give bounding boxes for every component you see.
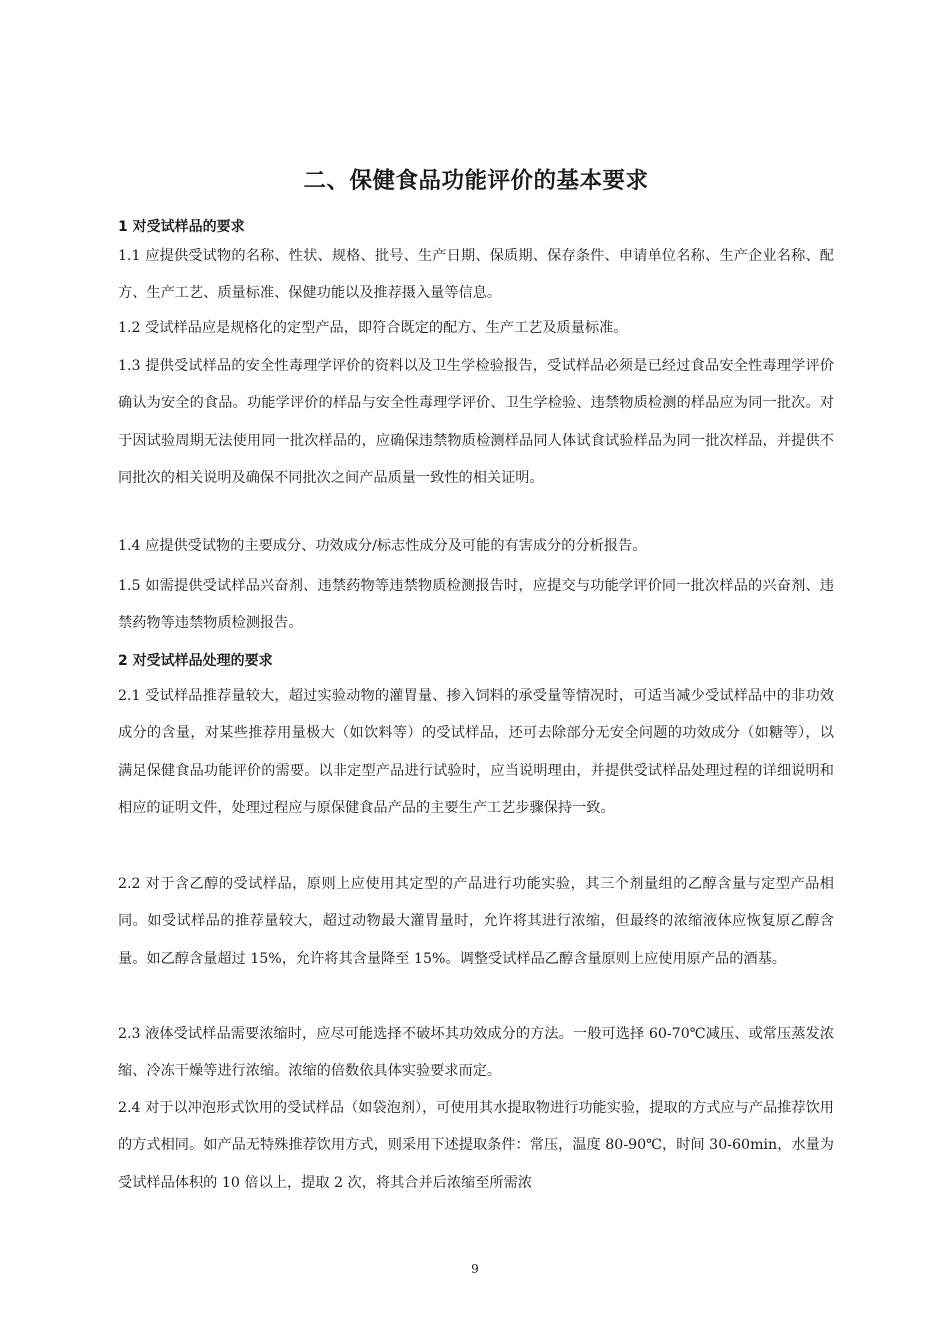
section-heading: 1 对受试样品的要求 (118, 219, 245, 235)
paragraph: 1.5 如需提供受试样品兴奋剂、违禁药物等违禁物质检测报告时，应提交与功能学评价同一批次样品的兴奋剂、违禁药物等违禁物质检测报告。 (118, 578, 834, 632)
paragraph: 2.4 对于以冲泡形式饮用的受试样品（如袋泡剂），可使用其水提取物进行功能实验，提取的方式应与产品推荐饮用的方式相同。如产品无特殊推荐饮用方式，则采用下述提取条件：常压，温度 80-90℃，时间 30-60min，水量为受试样品体积的 10 倍以上，提取 2 次，将其合并后浓缩至所需浓 (118, 1100, 834, 1191)
paragraph: 2.3 液体受试样品需要浓缩时，应尽可能选择不破坏其功效成分的方法。一般可选择 60-70℃减压、或常压蒸发浓缩、冷冻干燥等进行浓缩。浓缩的倍数依具体实验要求而定。 (118, 1026, 834, 1080)
paragraph: 2.1 受试样品推荐量较大，超过实验动物的灌胃量、掺入饲料的承受量等情况时，可适当减少受试样品中的非功效成分的含量，对某些推荐用量极大（如饮料等）的受试样品，还可去除部分无安全问题的功效成分（如糖等），以满足保健食品功能评价的需要。以非定型产品进行试验时，应当说明理由，并提供受试样品处理过程的详细说明和相应的证明文件，处理过程应与原保健食品产品的主要生产工艺步骤保持一致。 (118, 688, 834, 817)
section-heading: 2 对受试样品处理的要求 (118, 653, 273, 669)
page-title: 二、保健食品功能评价的基本要求 (303, 168, 649, 194)
paragraph: 1.3 提供受试样品的安全性毒理学评价的资料以及卫生学检验报告，受试样品必须是已经过食品安全性毒理学评价确认为安全的食品。功能学评价的样品与安全性毒理学评价、卫生学检验、违禁物质检测的样品应为同一批次。对于因试验周期无法使用同一批次样品的，应确保违禁物质检测样品同人体试食试验样品为同一批次样品，并提供不同批次的相关说明及确保不同批次之间产品质量一致性的相关证明。 (118, 358, 834, 487)
paragraph: 1.1 应提供受试物的名称、性状、规格、批号、生产日期、保质期、保存条件、申请单位名称、生产企业名称、配方、生产工艺、质量标准、保健功能以及推荐摄入量等信息。 (118, 248, 834, 302)
paragraph: 1.4 应提供受试物的主要成分、功效成分/标志性成分及可能的有害成分的分析报告。 (118, 538, 647, 554)
page-number: 9 (471, 1262, 479, 1276)
paragraph: 2.2 对于含乙醇的受试样品，原则上应使用其定型的产品进行功能实验，其三个剂量组的乙醇含量与定型产品相同。如受试样品的推荐量较大，超过动物最大灌胃量时，允许将其进行浓缩，但最终的浓缩液体应恢复原乙醇含量。如乙醇含量超过 15%，允许将其含量降至 15%。调整受试样品乙醇含量原则上应使用原产品的酒基。 (118, 876, 834, 967)
paragraph: 1.2 受试样品应是规格化的定型产品，即符合既定的配方、生产工艺及质量标准。 (118, 320, 628, 336)
